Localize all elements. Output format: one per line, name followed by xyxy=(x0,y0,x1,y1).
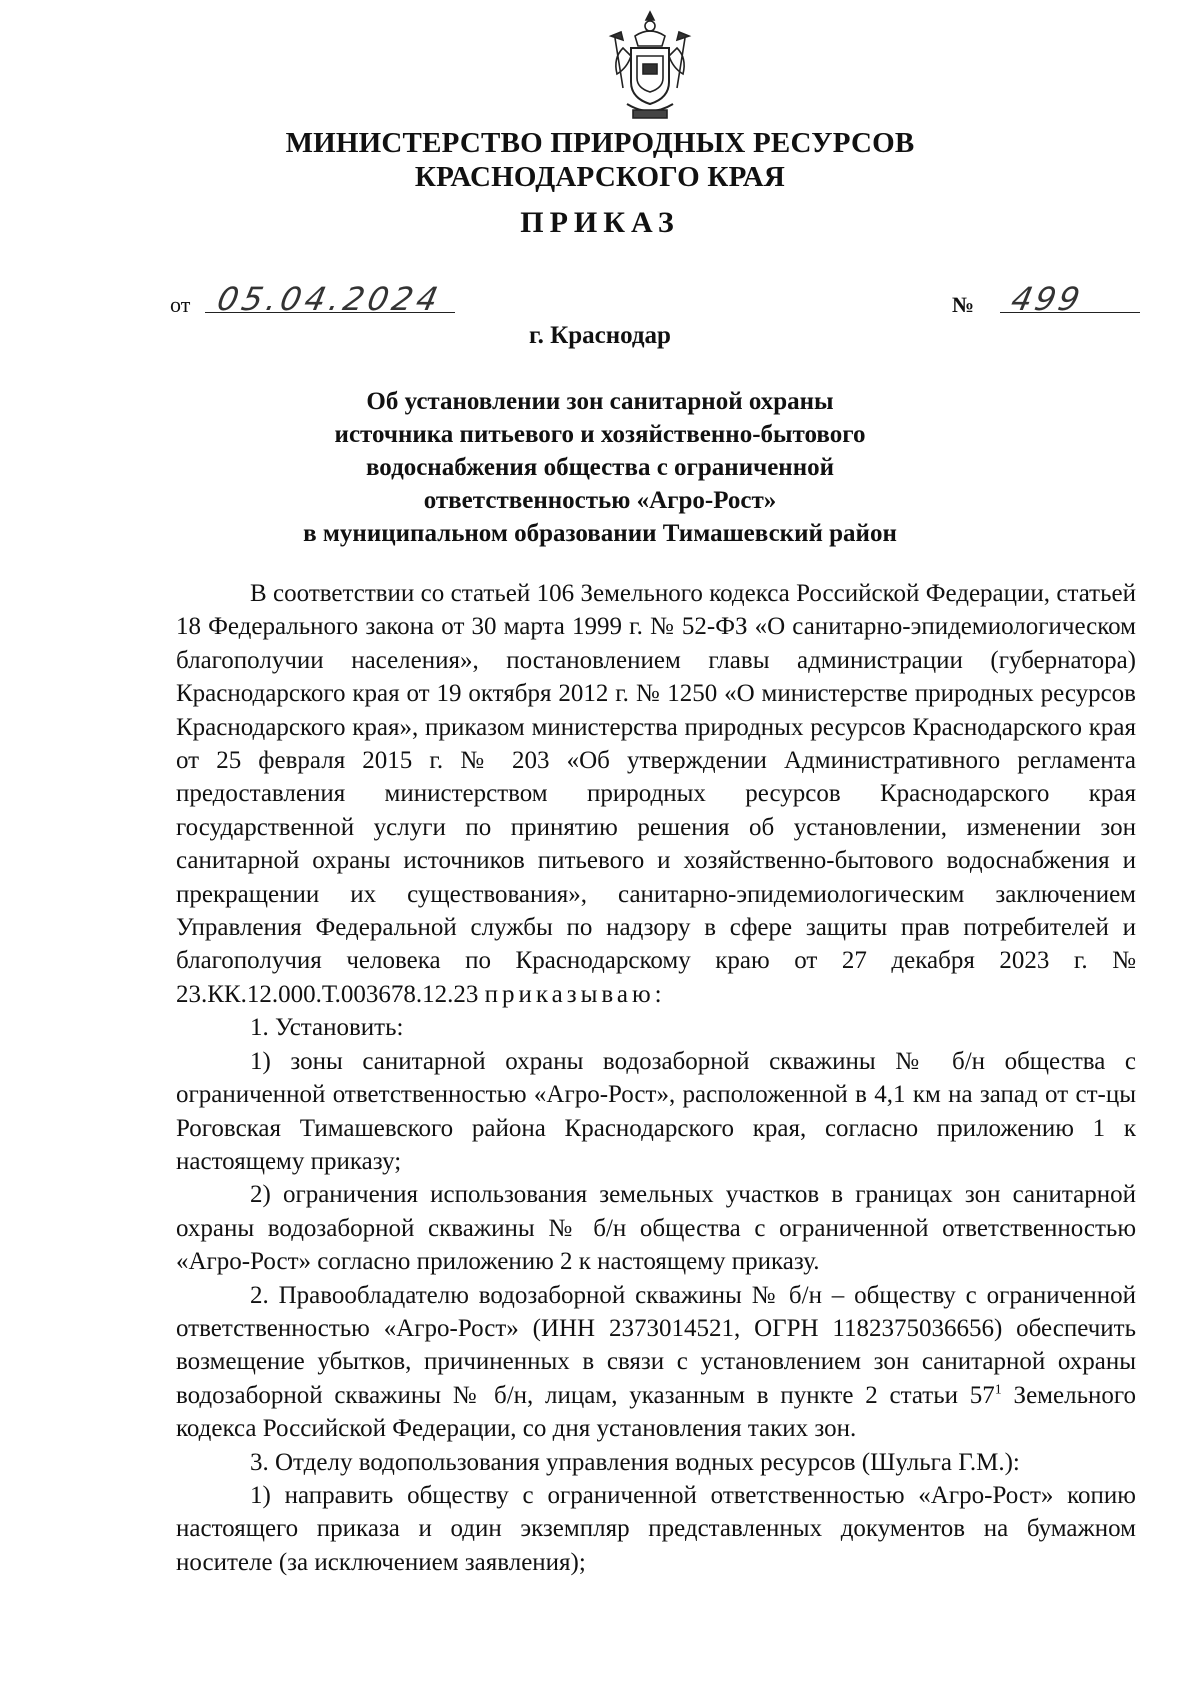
order-subject xyxy=(0,385,1200,550)
date-underline xyxy=(205,312,455,313)
city-label: г. Краснодар xyxy=(529,322,671,349)
date-number-row xyxy=(0,282,1200,322)
clause-2-text: 2. Правообладателю водозаборной скважины № б/н – обществу с ограниченной ответственностью «Агро-Рост» (ИНН 2373014521, ОГРН 1182375036656) обеспечить возмещение убытков, причиненных в связи с установлением зон санитарной охраны водозаборной скважины № б/н, лицам, указанным в пункте 2 статьи 57 xyxy=(176,1281,1136,1409)
order-verb: приказываю: xyxy=(484,980,666,1008)
order-body xyxy=(176,577,1136,1579)
document-type-title: ПРИКАЗ xyxy=(520,206,680,239)
date-label: от xyxy=(170,292,191,317)
number-label: № xyxy=(952,292,975,317)
subject-line: Об установлении зон санитарной охраны xyxy=(366,388,834,415)
clause-1: 1. Установить: xyxy=(250,1014,404,1042)
subject-line: ответственностью «Агро-Рост» xyxy=(423,487,777,514)
superscript: 1 xyxy=(994,1382,1002,1398)
clause-3-1: 1) направить обществу с ограниченной ответственностью «Агро-Рост» копию настоящего приказа и один экземпляр представленных документов на бумажном носителе (за исключением заявления); xyxy=(176,1481,1136,1576)
clause-3: 3. Отделу водопользования управления водных ресурсов (Шульга Г.М.): xyxy=(250,1448,1020,1476)
handwritten-date: 05.04.2024 xyxy=(213,280,446,318)
subject-line: источника питьевого и хозяйственно-бытового xyxy=(334,421,866,448)
handwritten-number: 499 xyxy=(1007,280,1087,318)
subject-line: в муниципальном образовании Тимашевский район xyxy=(303,520,897,547)
preamble-paragraph xyxy=(176,577,1136,1011)
clause-2-tail: Земельного кодекса Российской Федерации, со дня установления таких зон. xyxy=(176,1381,1136,1443)
subject-line: водоснабжения общества с ограниченной xyxy=(365,454,835,481)
preamble-text: В соответствии со статьей 106 Земельного кодекса Российской Федерации, статьей 18 Федерального закона от 30 марта 1999 г. № 52-ФЗ «О санитарно-эпидемиологическом благополучии населения», постановлением главы администрации (губернатора) Краснодарского края от 19 октября 2012 г. № 1250 «О министерстве природных ресурсов Краснодарского края», приказом министерства природных ресурсов Краснодарского края от 25 февраля 2015 г. № 203 «Об утверждении Административного регламента предоставления министерством природных ресурсов Краснодарского края государственной услуги по принятию решения об установлении, изменении зон санитарной охраны источников питьевого и хозяйственно-бытового водоснабжения и прекращении их существования», санитарно-эпидемиологическим заключением Управления Федеральной службы по надзору в сфере защиты прав потребителей и благополучия человека по Краснодарскому краю от 27 декабря 2023 г. № 23.КК.12.000.Т.003678.12.23 xyxy=(176,580,1136,1008)
clause-1-1: 1) зоны санитарной охраны водозаборной скважины № б/н общества с ограниченной ответственностью «Агро-Рост», расположенной в 4,1 км на запад от ст-цы Роговская Тимашевского района Краснодарского края, согласно приложению 1 к настоящему приказу; xyxy=(176,1047,1136,1175)
ministry-name-line2: КРАСНОДАРСКОГО КРАЯ xyxy=(414,161,786,193)
clause-1-2: 2) ограничения использования земельных участков в границах зон санитарной охраны водозаборной скважины № б/н общества с ограниченной ответственностью «Агро-Рост» согласно приложению 2 к настоящему приказу. xyxy=(176,1181,1136,1276)
number-underline xyxy=(1000,312,1140,313)
ministry-name-line1: МИНИСТЕРСТВО ПРИРОДНЫХ РЕСУРСОВ xyxy=(285,127,915,159)
clause-2 xyxy=(176,1279,1136,1446)
coat-of-arms-emblem xyxy=(605,8,695,124)
